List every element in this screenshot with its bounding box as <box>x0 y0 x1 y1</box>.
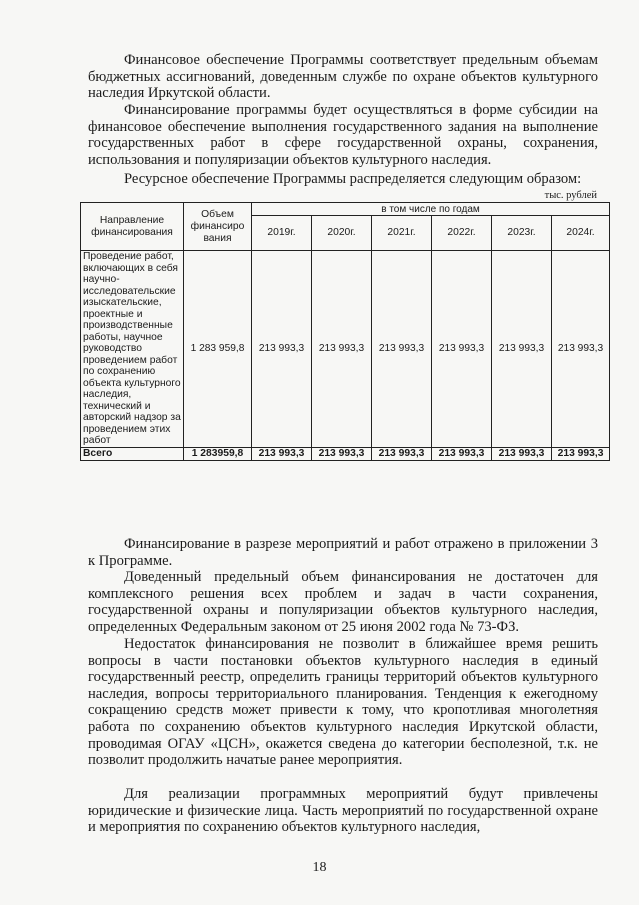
header-year: 2021г. <box>372 216 432 251</box>
total-year-value: 213 993,3 <box>372 447 432 460</box>
paragraph-appendix-ref: Финансирование в разрезе мероприятий и работ отражено в приложении 3 к Программе. <box>88 536 598 569</box>
row-year-value: 213 993,3 <box>492 251 552 448</box>
row-direction-cell: Проведение работ, включающих в себя научно-исследовательские изыскательские, проектные и производственные работы, научное руководство проведением работ по сохранению объекта культурного наследия, технический и авторский надзор за проведением этих работ <box>81 251 184 448</box>
header-volume: Объем финансиро вания <box>184 203 252 251</box>
paragraph-funding-shortage: Недостаток финансирования не позволит в ближайшее время решить вопросы в части постановки объектов культурного наследия в единый государственный реестр, определить границы территорий объектов культурного наследия, вопросы территориального планирования. Тенденция к ежегодному сокращению средств может привести к тому, что кропотливая многолетняя работа по сохранению объектов культурного наследия Иркутской области, проводимая ОГАУ «ЦСН», окажется сведена до категории бесполезной, т.к. не позволит продолжить начатые ранее мероприятия. <box>88 636 598 769</box>
row-year-value: 213 993,3 <box>552 251 610 448</box>
paragraph-insufficient-funding: Доведенный предельный объем финансирования не достаточен для комплексного решения всех проблем и задач в части сохранения, государственной охраны и популяризации объектов культурного наследия, определенных Федеральным законом от 25 июня 2002 года № 73-ФЗ. <box>88 569 598 635</box>
paragraph-resource-intro: Ресурсное обеспечение Программы распределяется следующим образом: <box>124 171 582 187</box>
header-year: 2024г. <box>552 216 610 251</box>
table-row <box>81 251 610 448</box>
header-years-group: в том числе по годам <box>252 203 610 216</box>
header-direction: Направление финансирования <box>81 203 184 251</box>
total-year-value: 213 993,3 <box>432 447 492 460</box>
header-year: 2020г. <box>312 216 372 251</box>
row-year-value: 213 993,3 <box>312 251 372 448</box>
row-year-value: 213 993,3 <box>252 251 312 448</box>
table-total-row <box>81 447 610 460</box>
total-volume: 1 283959,8 <box>184 447 252 460</box>
row-year-value: 213 993,3 <box>432 251 492 448</box>
table-header-row <box>81 203 610 216</box>
paragraph-participants: Для реализации программных мероприятий будут привлечены юридические и физические лица. Часть мероприятий по государственной охране и мероприятия по сохранению объектов культурного наследия, <box>88 786 598 836</box>
total-label: Всего <box>81 447 184 460</box>
financing-table <box>80 202 610 461</box>
row-year-value: 213 993,3 <box>372 251 432 448</box>
row-volume-cell: 1 283 959,8 <box>184 251 252 448</box>
unit-label: тыс. рублей <box>544 190 597 201</box>
total-year-value: 213 993,3 <box>312 447 372 460</box>
header-year: 2019г. <box>252 216 312 251</box>
total-year-value: 213 993,3 <box>552 447 610 460</box>
page-number: 18 <box>312 860 327 875</box>
total-year-value: 213 993,3 <box>492 447 552 460</box>
paragraph-funding-form: Финансирование программы будет осуществляться в форме субсидии на финансовое обеспечение выполнения государственного задания на выполнение государственных работ в сфере государственной охраны, сохранения, использования и популяризации объектов культурного наследия. <box>88 102 598 168</box>
header-year: 2023г. <box>492 216 552 251</box>
paragraph-funding-conformity: Финансовое обеспечение Программы соответствует предельным объемам бюджетных ассигнований, доведенным службе по охране объектов культурного наследия Иркутской области. <box>88 52 598 102</box>
header-year: 2022г. <box>432 216 492 251</box>
total-year-value: 213 993,3 <box>252 447 312 460</box>
